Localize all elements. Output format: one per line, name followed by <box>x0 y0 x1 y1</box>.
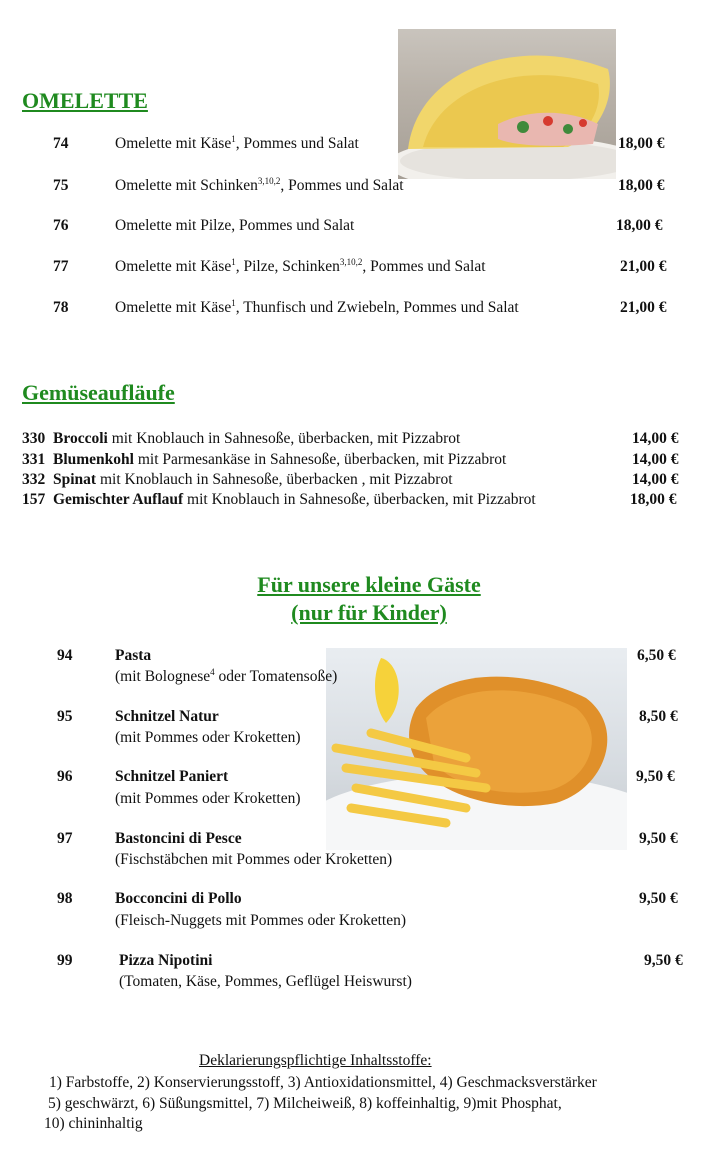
item-number: 97 <box>57 830 73 847</box>
item-price: 9,50 € <box>639 890 678 907</box>
list-item: 157 Gemischter Auflauf mit Knoblauch in Sahnesoße, überbacken, mit Pizzabrot <box>22 491 536 508</box>
list-item: 330 Broccoli mit Knoblauch in Sahnesoße, überbacken, mit Pizzabrot <box>22 430 461 447</box>
item-number: 74 <box>53 135 69 152</box>
allergen-line: 1) Farbstoffe, 2) Konservierungsstoff, 3) Antioxidationsmittel, 4) Geschmacksverstärker <box>49 1074 597 1091</box>
item-name: Bastoncini di Pesce <box>115 830 242 847</box>
kids-subheading: (nur für Kinder) <box>291 600 447 625</box>
list-item: 332 Spinat mit Knoblauch in Sahnesoße, überbacken , mit Pizzabrot <box>22 471 453 488</box>
item-number: 77 <box>53 258 69 275</box>
item-description: (mit Bolognese$^4$ oder Tomatensoße) <box>115 666 338 685</box>
item-number: 95 <box>57 708 73 725</box>
gratin-heading: Gemüseaufläufe <box>22 380 175 405</box>
item-price: 6,50 € <box>637 647 676 664</box>
item-number: 99 <box>57 952 73 969</box>
item-price: 8,50 € <box>639 708 678 725</box>
item-name: Schnitzel Natur <box>115 708 219 725</box>
item-price: 21,00 € <box>620 299 667 316</box>
item-name: Bocconcini di Pollo <box>115 890 242 907</box>
item-price: 9,50 € <box>644 952 683 969</box>
item-number: 98 <box>57 890 73 907</box>
item-description: (Tomaten, Käse, Pommes, Geflügel Heiswurst) <box>119 973 412 990</box>
kids-heading: Für unsere kleine Gäste <box>257 572 481 597</box>
item-price: 18,00 € <box>630 491 677 508</box>
allergen-line: 10) chininhaltig <box>44 1115 143 1132</box>
item-description: Omelette mit Käse$^1$, Pilze, Schinken$^{3,10,2}$, Pommes und Salat <box>115 256 486 275</box>
item-description: Omelette mit Käse$^1$, Pommes und Salat <box>115 133 359 152</box>
item-price: 9,50 € <box>639 830 678 847</box>
item-price: 9,50 € <box>636 768 675 785</box>
list-item: 331 Blumenkohl mit Parmesankäse in Sahnesoße, überbacken, mit Pizzabrot <box>22 451 507 468</box>
item-number: 94 <box>57 647 73 664</box>
item-price: 14,00 € <box>632 451 679 468</box>
item-description: (Fleisch-Nuggets mit Pommes oder Kroketten) <box>115 912 407 929</box>
item-price: 18,00 € <box>618 177 665 194</box>
item-number: 76 <box>53 217 69 234</box>
item-name: Pasta <box>115 647 152 664</box>
item-price: 18,00 € <box>618 135 665 152</box>
item-price: 14,00 € <box>632 430 679 447</box>
allergen-line: 5) geschwärzt, 6) Süßungsmittel, 7) Milcheiweiß, 8) koffeinhaltig, 9)mit Phosphat, <box>48 1095 562 1112</box>
item-description: (mit Pommes oder Kroketten) <box>115 790 301 807</box>
item-name: Schnitzel Paniert <box>115 768 229 785</box>
item-price: 21,00 € <box>620 258 667 275</box>
schnitzel-photo <box>326 648 627 850</box>
item-description: Omelette mit Schinken$^{3,10,2}$, Pommes und Salat <box>115 175 404 194</box>
item-price: 18,00 € <box>616 217 663 234</box>
item-description: (Fischstäbchen mit Pommes oder Kroketten) <box>115 851 393 868</box>
item-number: 96 <box>57 768 73 785</box>
omelette-photo <box>398 29 616 179</box>
item-description: Omelette mit Pilze, Pommes und Salat <box>115 217 355 234</box>
item-number: 78 <box>53 299 69 316</box>
item-name: Pizza Nipotini <box>119 952 213 969</box>
allergen-title: Deklarierungspflichtige Inhaltsstoffe: <box>199 1052 432 1069</box>
item-price: 14,00 € <box>632 471 679 488</box>
item-number: 75 <box>53 177 69 194</box>
item-description: (mit Pommes oder Kroketten) <box>115 729 301 746</box>
omelette-heading: OMELETTE <box>22 88 148 113</box>
item-description: Omelette mit Käse$^1$, Thunfisch und Zwiebeln, Pommes und Salat <box>115 297 519 316</box>
